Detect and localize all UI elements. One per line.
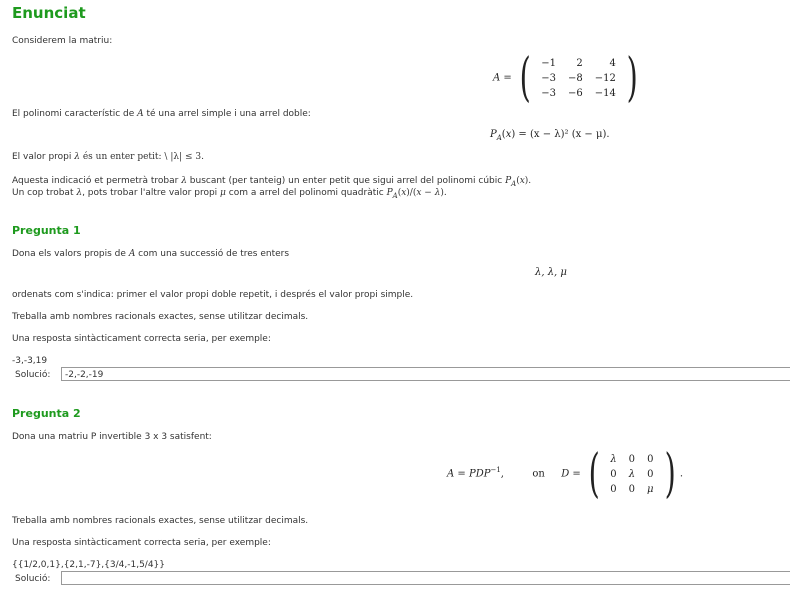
charpoly-formula: $P_A(x) = (x - \lambda)^2$ (x − μ). — [490, 129, 610, 142]
on-word: on — [532, 468, 545, 480]
search-hint-line1: Aquesta indicació et permetrà trobar λ buscant (per tanteig) un enter petit que sigui arrel del polinomi cúbic $P_A(x)$. — [12, 176, 532, 188]
pregunta-2-heading: Pregunta 2 — [12, 407, 81, 420]
matrix-cell: λ — [628, 468, 636, 480]
matrix-cell: 0 — [647, 468, 654, 480]
matrix-cell: −12 — [594, 72, 616, 84]
pregunta-1-example: -3,-3,19 — [12, 356, 48, 366]
pregunta-1-solution-input[interactable]: -2,-2,-19 — [61, 367, 790, 381]
matrix-cell: 0 — [647, 453, 654, 465]
charpoly-intro: El polinomi característic de A té una arrel simple i una arrel doble: — [12, 109, 311, 119]
pregunta-1-intro: Dona els valors propis de A com una successió de tres enters — [12, 249, 290, 259]
pregunta-2-solution-label: Solució: — [15, 574, 51, 584]
matrix-cell: −8 — [568, 72, 583, 84]
matrix-cell: λ — [610, 453, 617, 465]
matrix-cell: −3 — [541, 87, 557, 99]
charpoly-factors: (x − λ)² (x − μ). — [529, 129, 610, 140]
matrix-a-display: A = ( −1 2 4 −3 −8 −12 −3 −6 −14 ) — [493, 48, 638, 108]
matrix-cell: μ — [647, 483, 654, 495]
pregunta-1-exact: Treballa amb nombres racionals exactes, sense utilitzar decimals. — [12, 312, 309, 322]
eigen-hint: El valor propi λ és un enter petit: \ |λ| ≤ 3. — [12, 152, 204, 162]
matrix-cell: −1 — [541, 57, 557, 69]
pregunta-2-example-label: Una resposta sintàcticament correcta seria, per exemple: — [12, 538, 271, 548]
pregunta-1-example-label: Una resposta sintàcticament correcta seria, per exemple: — [12, 334, 271, 344]
matrix-row — [604, 482, 659, 497]
matrix-row — [604, 467, 659, 482]
search-hint-line2: Un cop trobat λ, pots trobar l'altre valor propi μ com a arrel del polinomi quadràtic $P_A(x)/(x - \lambda)$. — [12, 188, 447, 200]
matrix-row — [535, 71, 622, 86]
pregunta-2-intro: Dona una matriu P invertible 3 x 3 satisfent: — [12, 432, 212, 442]
enunciat-heading: Enunciat — [12, 4, 86, 22]
matrix-cell: −3 — [541, 72, 557, 84]
matrix-cell: 0 — [628, 453, 636, 465]
pregunta-1-heading: Pregunta 1 — [12, 224, 81, 237]
enunciat-intro: Considerem la matriu: — [12, 36, 113, 46]
matrix-row — [535, 86, 622, 101]
matrix-d-name: D — [561, 468, 570, 480]
eigen-sequence: λ, λ, μ — [535, 267, 567, 278]
matrix-cell: 2 — [576, 57, 583, 69]
matrix-cell: 0 — [628, 483, 636, 495]
pregunta-2-solution-input[interactable] — [61, 571, 790, 585]
matrix-d-table — [604, 452, 659, 497]
similarity-formula: $A = PDP^{-1}$, on D = ( λ 0 0 0 λ 0 0 0 μ ) . — [447, 444, 684, 504]
pregunta-2-exact: Treballa amb nombres racionals exactes, sense utilitzar decimals. — [12, 516, 309, 526]
pregunta-1-order: ordenats com s'indica: primer el valor propi doble repetit, i després el valor propi simple. — [12, 290, 414, 300]
matrix-a-name: A — [493, 72, 501, 84]
matrix-row — [535, 56, 622, 71]
matrix-cell: 0 — [610, 468, 617, 480]
pregunta-1-solution-label: Solució: — [15, 370, 51, 380]
matrix-cell: 0 — [610, 483, 617, 495]
matrix-cell: 4 — [609, 57, 616, 69]
matrix-a-table — [535, 56, 622, 101]
pregunta-2-example: {{1/2,0,1},{2,1,-7},{3/4,-1,5/4}} — [12, 560, 165, 570]
matrix-cell: −6 — [568, 87, 583, 99]
matrix-row — [604, 452, 659, 467]
matrix-cell: −14 — [594, 87, 616, 99]
